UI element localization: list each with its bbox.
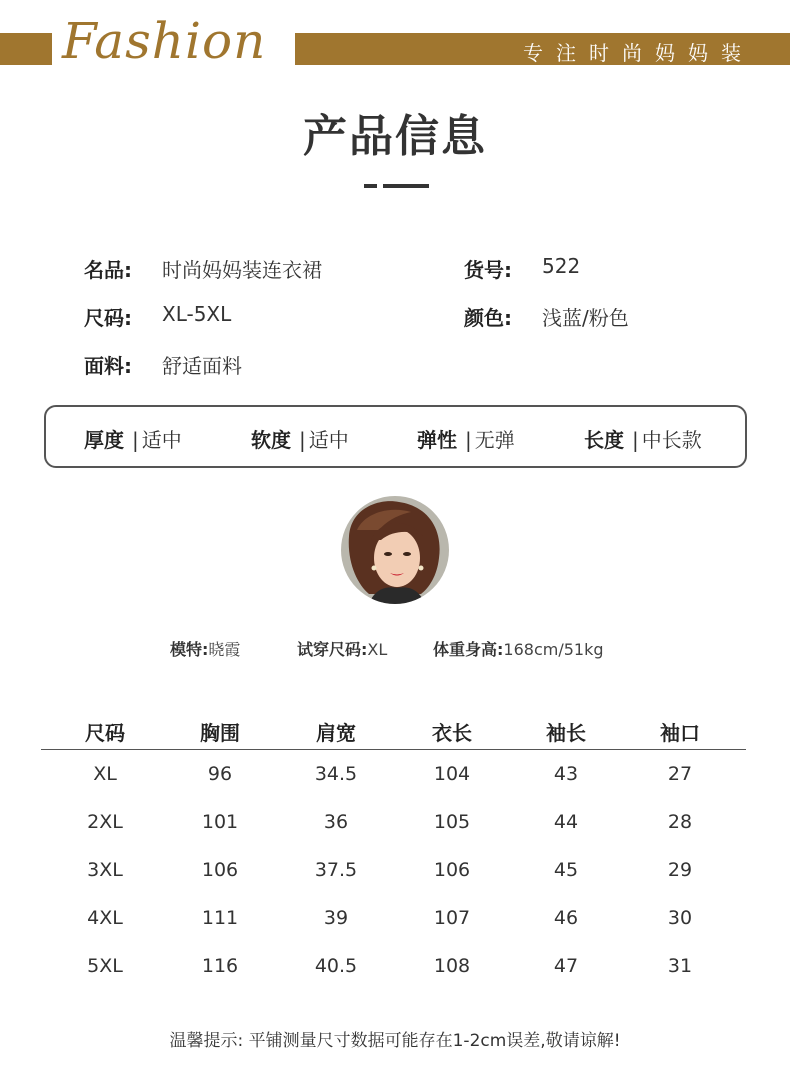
attr-elasticity-value: 无弹	[474, 428, 515, 452]
table-cell: 28	[667, 811, 693, 833]
attr-thickness: 厚度 | 适中	[84, 428, 182, 452]
product-size-value: XL-5XL	[162, 302, 232, 326]
table-header-cuff: 袖口	[660, 721, 700, 745]
table-cell: 30	[667, 907, 693, 929]
model-body-label: 体重身高:	[433, 640, 504, 659]
product-code-value: 522	[542, 254, 581, 278]
table-header-length: 衣长	[432, 721, 472, 745]
table-cell: 2XL	[87, 811, 123, 833]
table-cell: 46	[553, 907, 579, 929]
attr-softness-value: 适中	[308, 428, 349, 452]
table-cell: 39	[323, 907, 349, 929]
table-header-bust: 胸围	[200, 721, 240, 745]
table-cell: 108	[433, 955, 471, 977]
product-name-label: 名品:	[84, 258, 132, 282]
table-cell: 40.5	[314, 955, 358, 977]
table-cell: 5XL	[87, 955, 123, 977]
model-name-value: 晓霞	[208, 640, 241, 659]
table-cell: 43	[553, 763, 579, 785]
table-cell: 107	[433, 907, 471, 929]
attr-softness-label: 软度	[251, 428, 291, 452]
model-body-value: 168cm/51kg	[503, 640, 604, 659]
table-cell: 27	[667, 763, 693, 785]
model-body	[433, 637, 604, 660]
model-size-label: 试穿尺码:	[297, 640, 368, 659]
product-color-value: 浅蓝/粉色	[542, 306, 629, 330]
table-cell: 44	[553, 811, 579, 833]
measurement-notice: 温馨提示: 平铺测量尺寸数据可能存在1-2cm误差,敬请谅解!	[169, 1031, 621, 1051]
model-name-label: 模特:	[170, 640, 209, 659]
model-trial-size	[297, 637, 387, 660]
model-size-value: XL	[367, 640, 388, 659]
table-cell: 116	[201, 955, 239, 977]
product-color-label: 颜色:	[464, 306, 512, 330]
table-header-sleeve: 袖长	[546, 721, 586, 745]
attribute-box	[44, 405, 747, 468]
attr-elasticity: 弹性 | 无弹	[417, 428, 515, 452]
attr-elasticity-label: 弹性	[417, 428, 457, 452]
attr-length-label: 长度	[584, 428, 624, 452]
table-header-shoulder: 肩宽	[316, 721, 356, 745]
attr-length-value: 中长款	[641, 428, 702, 452]
product-fabric-value: 舒适面料	[162, 354, 242, 378]
header-slogan: 专注时尚妈妈装	[523, 41, 754, 65]
brand-logo: Fashion	[62, 12, 267, 70]
attr-softness: 软度 | 适中	[251, 428, 349, 452]
section-title: 产品信息	[303, 111, 487, 162]
attr-length: 长度 | 中长款	[584, 428, 702, 452]
title-divider-short	[364, 184, 377, 188]
table-header-size: 尺码	[85, 721, 125, 745]
attr-thickness-label: 厚度	[84, 428, 124, 452]
header-bar-left	[0, 33, 52, 65]
table-cell: 101	[201, 811, 239, 833]
table-cell: 111	[201, 907, 239, 929]
table-cell: 45	[553, 859, 579, 881]
table-cell: 104	[433, 763, 471, 785]
table-header-divider	[41, 749, 746, 750]
title-divider-long	[383, 184, 429, 188]
table-cell: 31	[667, 955, 693, 977]
table-cell: 105	[433, 811, 471, 833]
model-name	[170, 637, 240, 660]
table-cell: 106	[433, 859, 471, 881]
product-code-label: 货号:	[464, 258, 512, 282]
table-cell: 106	[201, 859, 239, 881]
product-name-value: 时尚妈妈装连衣裙	[162, 258, 322, 282]
attr-thickness-value: 适中	[141, 428, 182, 452]
product-size-label: 尺码:	[84, 306, 132, 330]
model-avatar	[341, 496, 449, 604]
table-cell: 37.5	[314, 859, 358, 881]
table-cell: XL	[93, 763, 117, 785]
product-fabric-label: 面料:	[84, 354, 132, 378]
table-cell: 4XL	[87, 907, 123, 929]
table-cell: 36	[323, 811, 349, 833]
table-cell: 3XL	[87, 859, 123, 881]
table-cell: 96	[207, 763, 233, 785]
table-cell: 34.5	[314, 763, 358, 785]
table-cell: 47	[553, 955, 579, 977]
table-cell: 29	[667, 859, 693, 881]
